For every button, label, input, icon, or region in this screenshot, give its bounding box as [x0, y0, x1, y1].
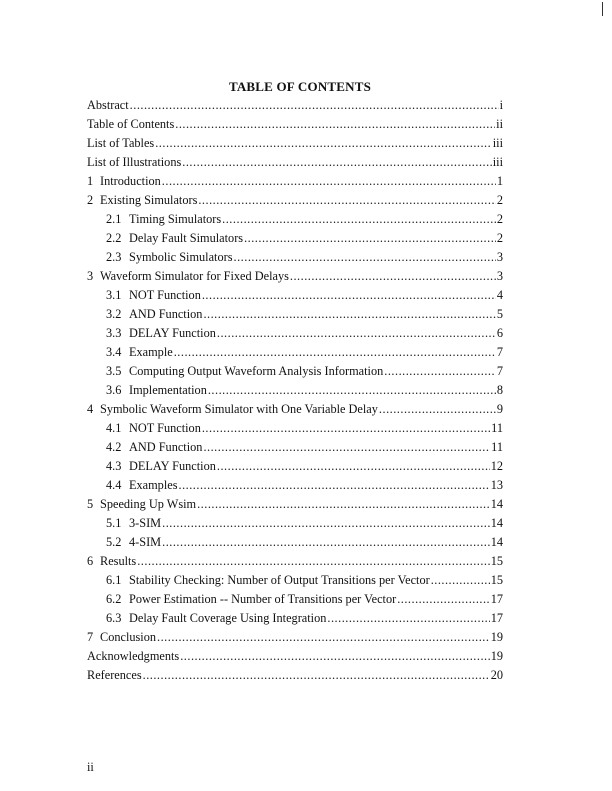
toc-entry-label: Symbolic Waveform Simulator with One Variable Delay: [100, 402, 378, 416]
toc-entry-page: 14: [490, 516, 503, 530]
toc-entry-label: Computing Output Waveform Analysis Information: [129, 364, 384, 378]
dot-leader: [208, 383, 496, 398]
toc-entry[interactable]: [87, 96, 503, 115]
toc-entry[interactable]: [87, 571, 503, 590]
dot-leader: [162, 174, 496, 189]
dot-leader: [137, 554, 489, 569]
dot-leader: [217, 326, 496, 341]
toc-entry-label: NOT Function: [129, 288, 201, 302]
toc-entry-page: 2: [496, 231, 503, 245]
toc-entry[interactable]: [87, 647, 503, 666]
toc-entry-number: 2.2: [106, 231, 122, 245]
toc-entry-number: 3.6: [106, 383, 122, 397]
toc-entry-label: Delay Fault Coverage Using Integration: [129, 611, 327, 625]
toc-entry-number: 3.3: [106, 326, 122, 340]
dot-leader: [290, 269, 496, 284]
toc-entry-label: Speeding Up Wsim: [100, 497, 197, 511]
toc-entry-number: 3: [87, 269, 94, 283]
dot-leader: [222, 212, 496, 227]
toc-entry-label: Timing Simulators: [129, 212, 222, 226]
toc-entry-page: 3: [496, 269, 503, 283]
toc-entry[interactable]: [87, 419, 503, 438]
toc-entry-label: Acknowledgments: [87, 649, 180, 663]
toc-entry[interactable]: [87, 115, 503, 134]
dot-leader: [202, 288, 496, 303]
toc-entry-page: 12: [490, 459, 503, 473]
toc-entry-page: iii: [492, 136, 503, 150]
toc-entry-page: 15: [490, 573, 503, 587]
toc-entry-label: Introduction: [100, 174, 161, 188]
toc-entry-page: i: [499, 98, 503, 112]
toc-entry[interactable]: [87, 191, 503, 210]
toc-entry-page: 9: [496, 402, 503, 416]
dot-leader: [202, 421, 490, 436]
toc-entry-label: Waveform Simulator for Fixed Delays: [100, 269, 289, 283]
toc-entry-number: 3.5: [106, 364, 122, 378]
dot-leader: [179, 478, 490, 493]
toc-entry-number: 2.3: [106, 250, 122, 264]
dot-leader: [197, 497, 490, 512]
dot-leader: [180, 649, 489, 664]
toc-entry-page: 13: [490, 478, 503, 492]
toc-entry-label: List of Tables: [87, 136, 155, 150]
toc-entry[interactable]: [87, 210, 503, 229]
toc-entry[interactable]: [87, 514, 503, 533]
toc-entry[interactable]: [87, 438, 503, 457]
dot-leader: [174, 345, 496, 360]
toc-entry-number: 3.1: [106, 288, 122, 302]
toc-entry[interactable]: [87, 533, 503, 552]
dot-leader: [217, 459, 490, 474]
toc-entry-label: Results: [100, 554, 137, 568]
dot-leader: [379, 402, 496, 417]
dot-leader: [130, 98, 499, 113]
toc-entry[interactable]: [87, 248, 503, 267]
toc-entry-page: 2: [496, 193, 503, 207]
toc-entry-number: 6: [87, 554, 94, 568]
toc-entry-page: 4: [496, 288, 503, 302]
dot-leader: [162, 535, 490, 550]
toc-entry-label: Delay Fault Simulators: [129, 231, 244, 245]
toc-entry-number: 4.3: [106, 459, 122, 473]
toc-entry-page: 8: [496, 383, 503, 397]
toc-entry-page: 17: [490, 592, 503, 606]
toc-entry-page: 19: [490, 630, 503, 644]
toc-entry-label: Table of Contents: [87, 117, 175, 131]
dot-leader: [175, 117, 495, 132]
toc-entry[interactable]: [87, 552, 503, 571]
toc-entry-page: 15: [490, 554, 503, 568]
toc-entry[interactable]: [87, 495, 503, 514]
toc-entry-label: NOT Function: [129, 421, 201, 435]
toc-entry[interactable]: [87, 134, 503, 153]
toc-entry[interactable]: [87, 400, 503, 419]
dot-leader: [143, 668, 490, 683]
toc-entry[interactable]: [87, 286, 503, 305]
dot-leader: [234, 250, 496, 265]
toc-list: [87, 96, 503, 685]
toc-entry-label: References: [87, 668, 142, 682]
toc-entry-number: 4: [87, 402, 94, 416]
toc-entry-label: AND Function: [129, 440, 203, 454]
dot-leader: [384, 364, 496, 379]
toc-entry-label: List of Illustrations: [87, 155, 182, 169]
toc-entry[interactable]: [87, 229, 503, 248]
toc-entry[interactable]: [87, 666, 503, 685]
toc-entry-number: 6.3: [106, 611, 122, 625]
toc-entry-number: 2: [87, 193, 94, 207]
toc-entry-page: 14: [490, 497, 503, 511]
toc-entry-number: 3.4: [106, 345, 122, 359]
toc-entry-number: 6.1: [106, 573, 122, 587]
toc-entry-label: DELAY Function: [129, 326, 216, 340]
toc-entry-page: ii: [496, 117, 503, 131]
toc-entry-page: 11: [491, 421, 503, 435]
toc-entry-label: 4-SIM: [129, 535, 162, 549]
toc-entry-page: 14: [490, 535, 503, 549]
toc-entry-label: Symbolic Simulators: [129, 250, 233, 264]
toc-entry-number: 5.1: [106, 516, 122, 530]
toc-entry-label: Existing Simulators: [100, 193, 198, 207]
toc-entry-page: iii: [492, 155, 503, 169]
toc-entry-number: 1: [87, 174, 94, 188]
toc-entry-number: 4.4: [106, 478, 122, 492]
toc-entry[interactable]: [87, 362, 503, 381]
toc-entry-page: 6: [496, 326, 503, 340]
toc-entry-label: Conclusion: [100, 630, 157, 644]
toc-entry[interactable]: [87, 267, 503, 286]
toc-entry-number: 3.2: [106, 307, 122, 321]
toc-entry-page: 7: [496, 345, 503, 359]
toc-entry-page: 11: [491, 440, 503, 454]
toc-entry[interactable]: [87, 324, 503, 343]
toc-entry-number: 5: [87, 497, 94, 511]
dot-leader: [182, 155, 491, 170]
toc-entry[interactable]: [87, 476, 503, 495]
toc-entry[interactable]: [87, 628, 503, 647]
toc-entry-label: DELAY Function: [129, 459, 216, 473]
toc-entry-page: 3: [496, 250, 503, 264]
toc-entry-label: Implementation: [129, 383, 207, 397]
dot-leader: [397, 592, 490, 607]
toc-entry[interactable]: [87, 381, 503, 400]
toc-entry-label: AND Function: [129, 307, 203, 321]
toc-entry[interactable]: [87, 609, 503, 628]
scan-mark: [602, 2, 603, 16]
toc-entry-label: 3-SIM: [129, 516, 162, 530]
toc-entry-number: 5.2: [106, 535, 122, 549]
toc-entry-label: Stability Checking: Number of Output Transitions per Vector: [129, 573, 430, 587]
toc-entry-number: 4.2: [106, 440, 122, 454]
toc-entry-page: 5: [496, 307, 503, 321]
page-title: TABLE OF CONTENTS: [228, 79, 372, 94]
toc-entry-page: 19: [490, 649, 503, 663]
toc-entry-number: 2.1: [106, 212, 122, 226]
toc-entry-page: 20: [490, 668, 503, 682]
toc-entry-label: Examples: [129, 478, 178, 492]
toc-entry-page: 2: [496, 212, 503, 226]
toc-entry[interactable]: [87, 343, 503, 362]
toc-entry[interactable]: [87, 172, 503, 191]
dot-leader: [203, 307, 495, 322]
toc-entry-label: Example: [129, 345, 173, 359]
toc-entry-number: 4.1: [106, 421, 122, 435]
toc-entry[interactable]: [87, 305, 503, 324]
toc-entry-number: 6.2: [106, 592, 122, 606]
toc-entry-label: Power Estimation -- Number of Transitions per Vector: [129, 592, 397, 606]
toc-entry-page: 17: [490, 611, 503, 625]
dot-leader: [157, 630, 490, 645]
toc-entry-label: Abstract: [87, 98, 129, 112]
dot-leader: [155, 136, 492, 151]
toc-entry[interactable]: [87, 153, 503, 172]
toc-entry-page: 1: [496, 174, 503, 188]
dot-leader: [203, 440, 490, 455]
toc-entry-number: 7: [87, 630, 94, 644]
dot-leader: [327, 611, 489, 626]
dot-leader: [244, 231, 496, 246]
dot-leader: [431, 573, 490, 588]
toc-entry[interactable]: [87, 590, 503, 609]
dot-leader: [162, 516, 490, 531]
page-number: ii: [87, 760, 94, 774]
toc-entry-page: 7: [496, 364, 503, 378]
dot-leader: [198, 193, 495, 208]
toc-entry[interactable]: [87, 457, 503, 476]
